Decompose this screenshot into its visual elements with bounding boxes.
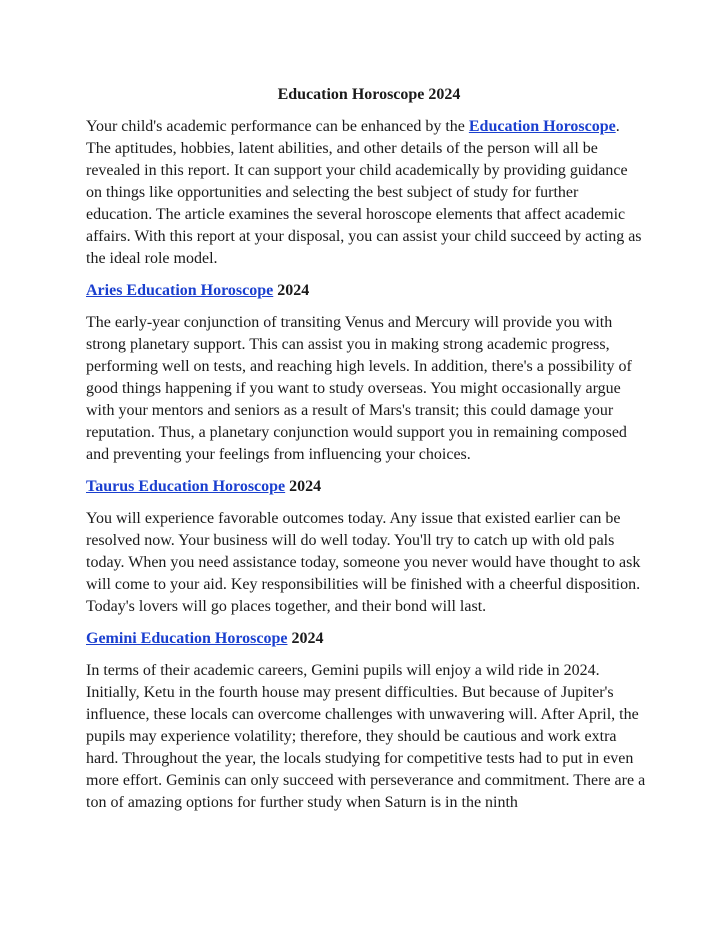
gemini-education-horoscope-link[interactable]: Gemini Education Horoscope — [86, 630, 288, 647]
intro-text-after: . The aptitudes, hobbies, latent abilities, and other details of the person will all be revealed in this report. It can support your child academically by providing guidance on things like opportunities and selecting the best subject of study for further education. The article examines the several horoscope elements that affect academic affairs. With this report at your disposal, you can assist your child succeed by acting as the ideal role model. — [86, 118, 642, 267]
taurus-heading-year: 2024 — [285, 478, 322, 495]
taurus-heading — [86, 476, 646, 498]
document-page — [86, 84, 646, 824]
aries-paragraph: The early-year conjunction of transiting Venus and Mercury will provide you with strong planetary support. This can assist you in making strong academic progress, performing well on tests, and reaching high levels. In addition, there's a possibility of good things happening if you want to study overseas. You might occasionally argue with your mentors and seniors as a result of Mars's transit; this could damage your reputation. Thus, a planetary conjunction would support you in remaining composed and preventing your feelings from influencing your choices. — [86, 314, 632, 463]
document-title: Education Horoscope 2024 — [277, 86, 461, 103]
aries-education-horoscope-link[interactable]: Aries Education Horoscope — [86, 282, 274, 299]
aries-heading — [86, 280, 646, 302]
intro-paragraph — [86, 116, 646, 270]
gemini-heading — [86, 628, 646, 650]
intro-text-before: Your child's academic performance can be enhanced by the — [86, 118, 469, 135]
taurus-paragraph: You will experience favorable outcomes today. Any issue that existed earlier can be resolved now. Your business will do well today. You'll try to catch up with old pals today. When you need assistance today, someone you never would have thought to ask will come to your aid. Key responsibilities will be finished with a cheerful disposition. Today's lovers will go places together, and their bond will last. — [86, 510, 641, 615]
gemini-heading-year: 2024 — [287, 630, 324, 647]
gemini-paragraph: In terms of their academic careers, Gemini pupils will enjoy a wild ride in 2024. Initially, Ketu in the fourth house may present difficulties. But because of Jupiter's influence, these locals can overcome challenges with unwavering will. After April, the pupils may experience volatility; therefore, they should be cautious and work extra hard. Throughout the year, the locals studying for competitive tests had to put in even more effort. Geminis can only succeed with perseverance and commitment. There are a ton of amazing options for further study when Saturn is in the ninth — [86, 662, 646, 811]
taurus-education-horoscope-link[interactable]: Taurus Education Horoscope — [86, 478, 286, 495]
education-horoscope-link[interactable]: Education Horoscope — [468, 118, 616, 135]
aries-heading-year: 2024 — [273, 282, 310, 299]
